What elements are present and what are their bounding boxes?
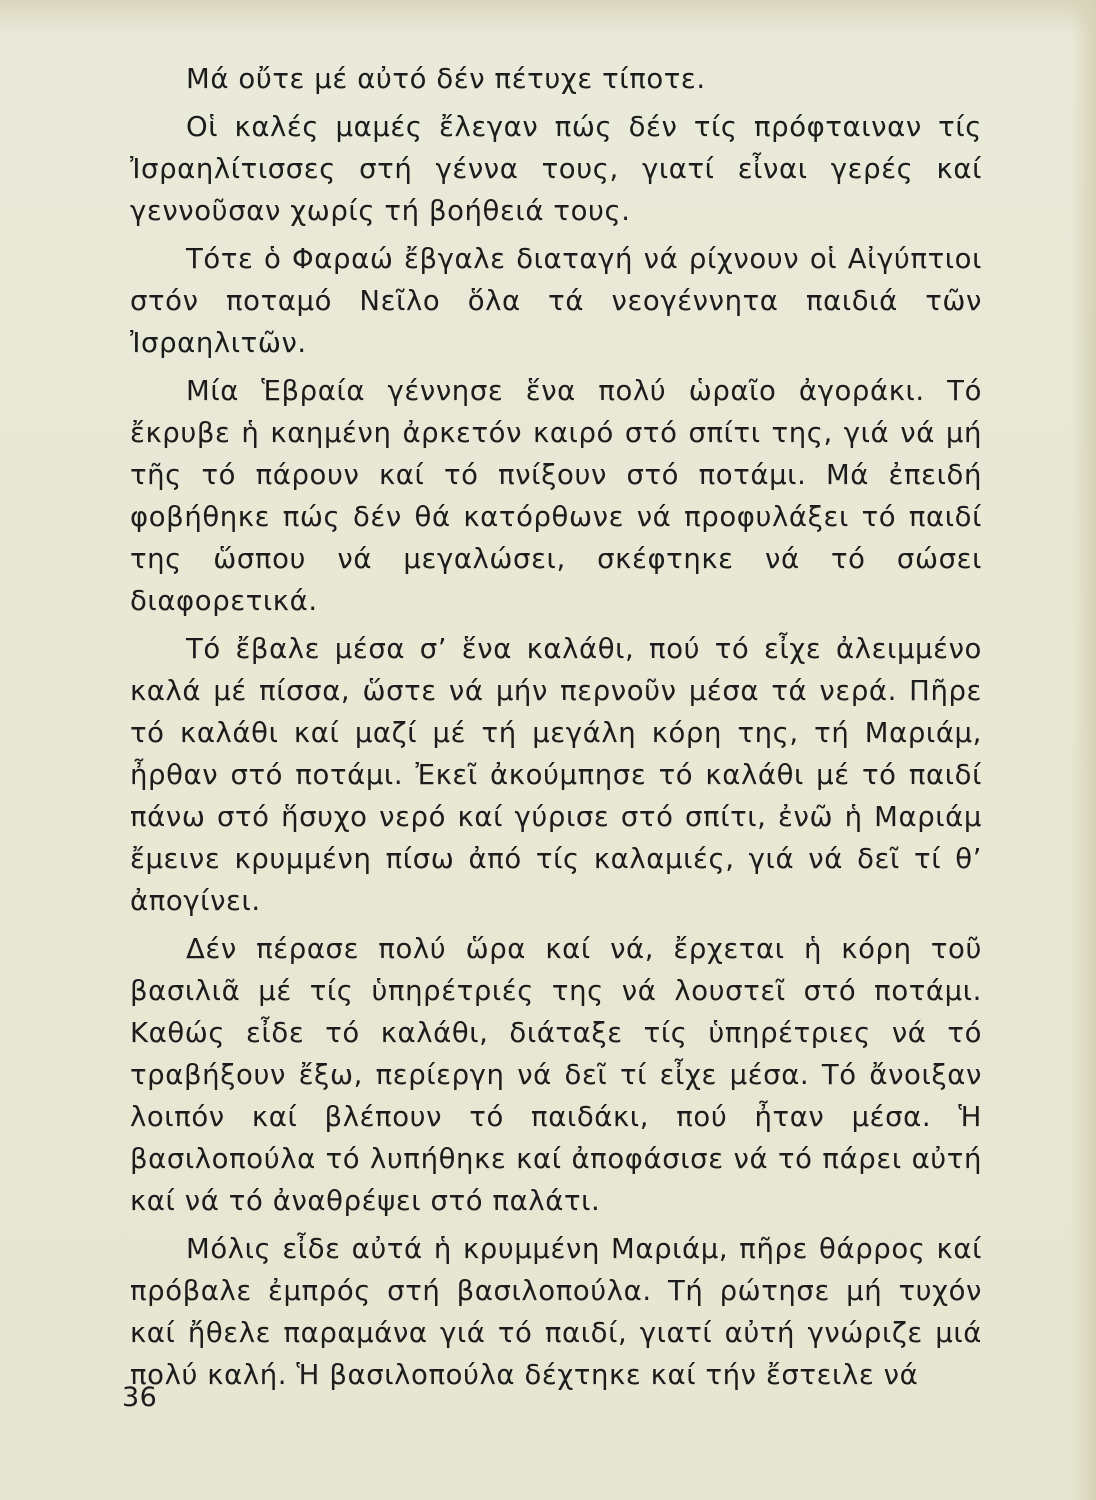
- paragraph-6: Δέν πέρασε πολύ ὥρα καί νά, ἔρχεται ἡ κόρη τοῦ βασιλιᾶ μέ τίς ὑπηρέτριές της νά λουστεῖ στό ποτάμι. Καθώς εἶδε τό καλάθι, διάταξε τίς ὑπηρέτριες νά τό τραβήξουν ἔξω, περίεργη νά δεῖ τί εἶχε μέσα. Τό ἄνοιξαν λοιπόν καί βλέπουν τό παιδάκι, πού ἦταν μέσα. Ἡ βασιλοπούλα τό λυπήθηκε καί ἀποφάσισε νά τό πάρει αὐτή καί νά τό ἀναθρέψει στό παλάτι.: [130, 933, 982, 1217]
- paragraph-7: Μόλις εἶδε αὐτά ἡ κρυμμένη Μαριάμ, πῆρε θάρρος καί πρόβαλε ἐμπρός στή βασιλοπούλα. Τή ρώτησε μή τυχόν καί ἤθελε παραμάνα γιά τό παιδί, γιατί αὐτή γνώριζε μιά πολύ καλή. Ἡ βασιλοπούλα δέχτηκε καί τήν ἔστειλε νά: [130, 1233, 982, 1391]
- paragraph-2: Οἱ καλές μαμές ἔλεγαν πώς δέν τίς πρόφταιναν τίς Ἰσραηλίτισσες στή γέννα τους, γιατί εἶναι γερές καί γεννοῦσαν χωρίς τή βοήθειά τους.: [130, 111, 982, 227]
- page-number: 36: [122, 1382, 158, 1413]
- page-right-shadow: [1070, 0, 1096, 1500]
- paragraph-1: Μά οὔτε μέ αὐτό δέν πέτυχε τίποτε.: [186, 63, 706, 95]
- paragraph-3: Τότε ὁ Φαραώ ἔβγαλε διαταγή νά ρίχνουν οἱ Αἰγύπτιοι στόν ποταμό Νεῖλο ὅλα τά νεογέννητα παιδιά τῶν Ἰσραηλιτῶν.: [130, 243, 982, 359]
- paragraph-4: Μία Ἑβραία γέννησε ἕνα πολύ ὡραῖο ἀγοράκι. Τό ἔκρυβε ἡ καημένη ἀρκετόν καιρό στό σπίτι της, γιά νά μή τῆς τό πάρουν καί τό πνίξουν στό ποτάμι. Μά ἐπειδή φοβήθηκε πώς δέν θά κατόρθωνε νά προφυλάξει τό παιδί της ὥσπου νά μεγαλώσει, σκέφτηκε νά τό σώσει διαφορετικά.: [130, 375, 982, 617]
- body-text: [130, 58, 982, 1402]
- paragraph-5: Τό ἔβαλε μέσα σ’ ἕνα καλάθι, πού τό εἶχε ἀλειμμένο καλά μέ πίσσα, ὥστε νά μήν περνοῦν μέσα τά νερά. Πῆρε τό καλάθι καί μαζί μέ τή μεγάλη κόρη της, τή Μαριάμ, ἦρθαν στό ποτάμι. Ἐκεῖ ἀκούμπησε τό καλάθι μέ τό παιδί πάνω στό ἥσυχο νερό καί γύρισε στό σπίτι, ἐνῶ ἡ Μαριάμ ἔμεινε κρυμμένη πίσω ἀπό τίς καλαμιές, γιά νά δεῖ τί θ’ ἀπογίνει.: [130, 633, 982, 917]
- page-top-shadow: [0, 0, 1096, 36]
